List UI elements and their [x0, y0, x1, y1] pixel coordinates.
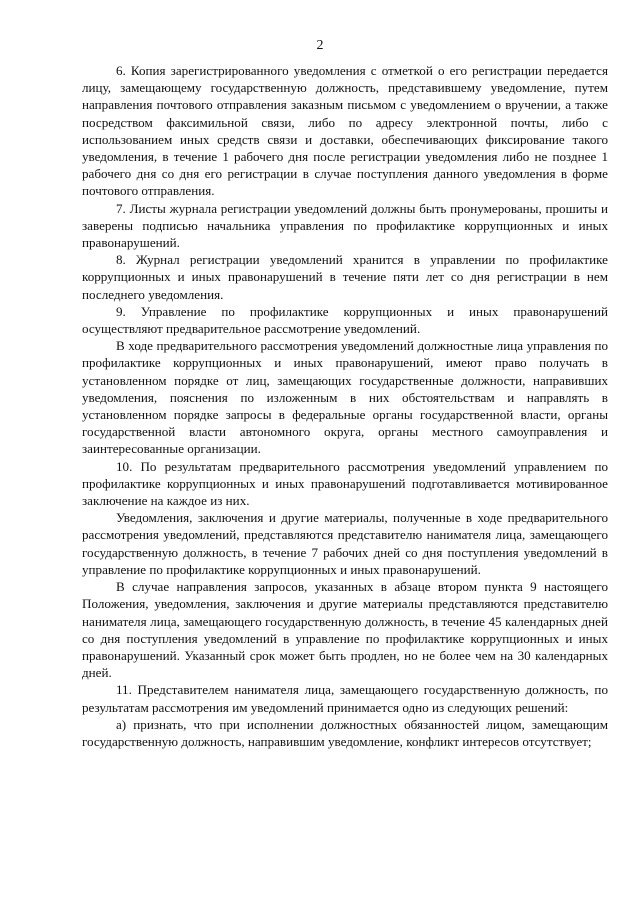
paragraph-item-8-journal-storage: 8. Журнал регистрации уведомлений хранится в управлении по профилактике коррупционных и иных правонарушений в течение пяти лет со дня регистрации в нем последнего уведомления. [82, 252, 608, 302]
paragraph-item-7-journal-sheets: 7. Листы журнала регистрации уведомлений должны быть пронумерованы, прошиты и заверены подписью начальника управления по профилактике коррупционных и иных правонарушений. [82, 200, 608, 251]
paragraph-materials-7-days: Уведомления, заключения и другие материалы, полученные в ходе предварительного рассмотрения уведомлений, представляются представителю нанимателя лица, замещающего государственную должность, в течение 7 рабочих дней со дня поступления уведомлений в управление по профилактике коррупционных и иных правонарушений. [82, 510, 608, 577]
paragraph-item-10-reasoned-conclusion: 10. По результатам предварительного рассмотрения уведомлений управлением по профилактике коррупционных и иных правонарушений подготавливается мотивированное заключение на каждое из них. [82, 458, 608, 509]
paragraph-materials-45-days: В случае направления запросов, указанных в абзаце втором пункта 9 настоящего Положения, уведомления, заключения и другие материалы представляются представителю нанимателя лица, замещающего государственную должность, в течение 45 календарных дней со дня поступления уведомлений в управление по профилактике коррупционных и иных правонарушений. Указанный срок может быть продлен, но не более чем на 30 календарных дней. [82, 579, 608, 681]
paragraph-item-9-preliminary-review: 9. Управление по профилактике коррупционных и иных правонарушений осуществляют предварительное рассмотрение уведомлений. [82, 303, 608, 337]
paragraph-item-6-copy-of-notification: 6. Копия зарегистрированного уведомления с отметкой о его регистрации передается лицу, замещающему государственную должность, представившему уведомление, путем направления почтового отправления заказным письмом с уведомлением о вручении, а также посредством факсимильной связи, либо по адресу электронной почты, либо с использованием иных средств связи и доставки, обеспечивающих фиксирование такого уведомления, в течение 1 рабочего дня после регистрации уведомления либо не позднее 1 рабочего дня со дня его регистрации в случае поступления данного уведомления в форме почтового отправления. [82, 63, 608, 199]
page-number: 2 [316, 38, 324, 53]
paragraph-review-officials-rights: В ходе предварительного рассмотрения уведомлений должностные лица управления по профилактике коррупционных и иных правонарушений, имеют право получать в установленном порядке от лиц, замещающих государственные должности, направивших уведомления, пояснения по изложенным в них обстоятельствам и направлять в установленном порядке запросы в федеральные органы государственной власти, органы государственной власти автономного округа, органы местного самоуправления и заинтересованные организации. [82, 338, 608, 457]
document-body [82, 62, 608, 750]
paragraph-item-11a-no-conflict: а) признать, что при исполнении должностных обязанностей лицом, замещающим государственную должность, направившим уведомление, конфликт интересов отсутствует; [82, 716, 608, 749]
paragraph-item-11-decisions: 11. Представителем нанимателя лица, замещающего государственную должность, по результатам рассмотрения им уведомлений принимается одно из следующих решений: [82, 682, 608, 715]
